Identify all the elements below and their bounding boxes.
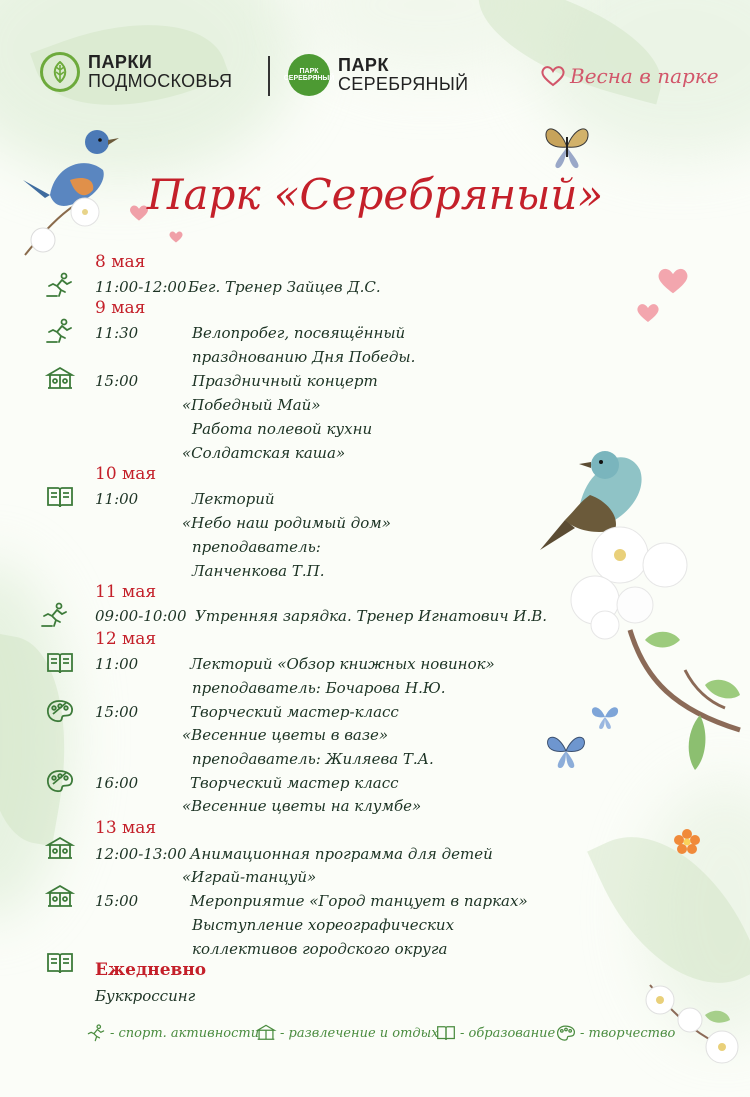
logo2-line2: СЕРЕБРЯНЫЙ <box>338 74 469 94</box>
logo1-line1: ПАРКИ <box>88 52 153 73</box>
event-time: 11:00-12:00 <box>95 278 187 296</box>
event-text: преподаватель: <box>192 538 321 556</box>
open-book-icon <box>45 950 75 976</box>
running-person-icon <box>45 318 75 344</box>
event-text: Выступление хореографических <box>192 916 455 934</box>
event-text: Велопробег, посвящённый <box>192 324 406 342</box>
event-time: 16:00 <box>95 774 139 792</box>
butterfly-top-right-illustration <box>540 122 594 172</box>
parki-podmoskovya-logo <box>40 52 232 92</box>
park-serebryany-logo <box>283 54 469 96</box>
logo2-line1: ПАРК <box>338 55 389 76</box>
event-time: 15:00 <box>95 892 139 910</box>
open-book-icon <box>45 484 75 510</box>
running-person-icon <box>45 272 75 298</box>
event-text: Анимационная программа для детей <box>190 845 493 863</box>
date-heading: 11 мая <box>95 582 157 602</box>
logo-divider <box>268 56 270 96</box>
date-heading: 9 мая <box>95 298 146 318</box>
event-text: преподаватель: Бочарова Н.Ю. <box>192 679 446 697</box>
daily-text: Буккроссинг <box>95 987 196 1005</box>
logo3-text: Весна в парке <box>570 64 719 88</box>
legend-edu-label: - образование <box>460 1025 556 1041</box>
bird-on-branch-illustration <box>535 440 750 780</box>
heart-decoration <box>635 302 661 324</box>
carousel-icon <box>45 836 75 862</box>
event-text: Ланченкова Т.П. <box>192 562 325 580</box>
vesna-v-parke-logo <box>540 64 719 88</box>
event-text: «Весенние цветы на клумбе» <box>182 797 422 815</box>
heart-outline-icon <box>540 65 566 87</box>
heart-decoration <box>168 230 184 244</box>
date-heading: 10 мая <box>95 464 157 484</box>
palette-icon <box>45 768 75 794</box>
event-text: Праздничный концерт <box>192 372 378 390</box>
event-text: «Весенние цветы в вазе» <box>182 726 389 744</box>
logo1-line2: ПОДМОСКОВЬЯ <box>88 71 233 91</box>
legend-fun-label: - развлечение и отдых <box>280 1025 439 1041</box>
event-time: 09:00-10:00 <box>95 607 187 625</box>
legend-art <box>555 1024 675 1042</box>
open-book-icon <box>435 1024 457 1042</box>
event-text: Работа полевой кухни <box>192 420 373 438</box>
event-text: коллективов городского округа <box>192 940 448 958</box>
carousel-icon <box>45 884 75 910</box>
palette-icon <box>555 1024 577 1042</box>
event-text: Мероприятие «Город танцует в парках» <box>190 892 528 910</box>
date-heading: 13 мая <box>95 818 157 838</box>
event-text: Творческий мастер класс <box>190 774 399 792</box>
event-time: 11:00 <box>95 490 139 508</box>
event-text: «Играй-танцуй» <box>182 868 317 886</box>
event-time: 15:00 <box>95 703 139 721</box>
page-title: Парк «Серебряный» <box>146 170 604 219</box>
event-text: Бег. Тренер Зайцев Д.С. <box>188 278 381 296</box>
daily-heading: Ежедневно <box>95 960 207 980</box>
date-heading: 8 мая <box>95 252 146 272</box>
date-heading: 12 мая <box>95 629 157 649</box>
event-text: «Небо наш родимый дом» <box>182 514 391 532</box>
butterfly-blue-illustration <box>542 730 590 772</box>
running-person-icon <box>85 1024 107 1042</box>
event-text: «Победный Май» <box>182 396 321 414</box>
event-text: «Солдатская каша» <box>182 444 346 462</box>
palette-icon <box>45 698 75 724</box>
butterfly-small-illustration <box>588 703 622 731</box>
orange-flower-illustration <box>673 828 701 856</box>
park-badge-icon: ПАРК СЕРЕБРЯНЫЙ <box>288 54 330 96</box>
event-time: 15:00 <box>95 372 139 390</box>
carousel-icon <box>255 1024 277 1042</box>
event-time: 11:00 <box>95 655 139 673</box>
event-time: 11:30 <box>95 324 139 342</box>
legend-edu <box>435 1024 555 1042</box>
event-text: Творческий мастер-класс <box>190 703 399 721</box>
event-text: Лекторий <box>192 490 275 508</box>
legend-sport <box>85 1024 259 1042</box>
carousel-icon <box>45 366 75 392</box>
leaf-icon <box>40 52 80 92</box>
event-time: 12:00-13:00 <box>95 845 187 863</box>
header-logos <box>40 52 720 102</box>
open-book-icon <box>45 650 75 676</box>
event-text: Утренняя зарядка. Тренер Игнатович И.В. <box>195 607 548 625</box>
event-text: Лекторий «Обзор книжных новинок» <box>190 655 495 673</box>
icon-legend <box>85 1022 685 1046</box>
running-person-icon <box>40 602 70 628</box>
event-text: преподаватель: Жиляева Т.А. <box>192 750 434 768</box>
event-text: празднованию Дня Победы. <box>192 348 416 366</box>
legend-sport-label: - спорт. активности <box>110 1025 260 1041</box>
legend-fun <box>255 1024 439 1042</box>
legend-art-label: - творчество <box>580 1025 676 1041</box>
heart-decoration <box>655 266 691 296</box>
